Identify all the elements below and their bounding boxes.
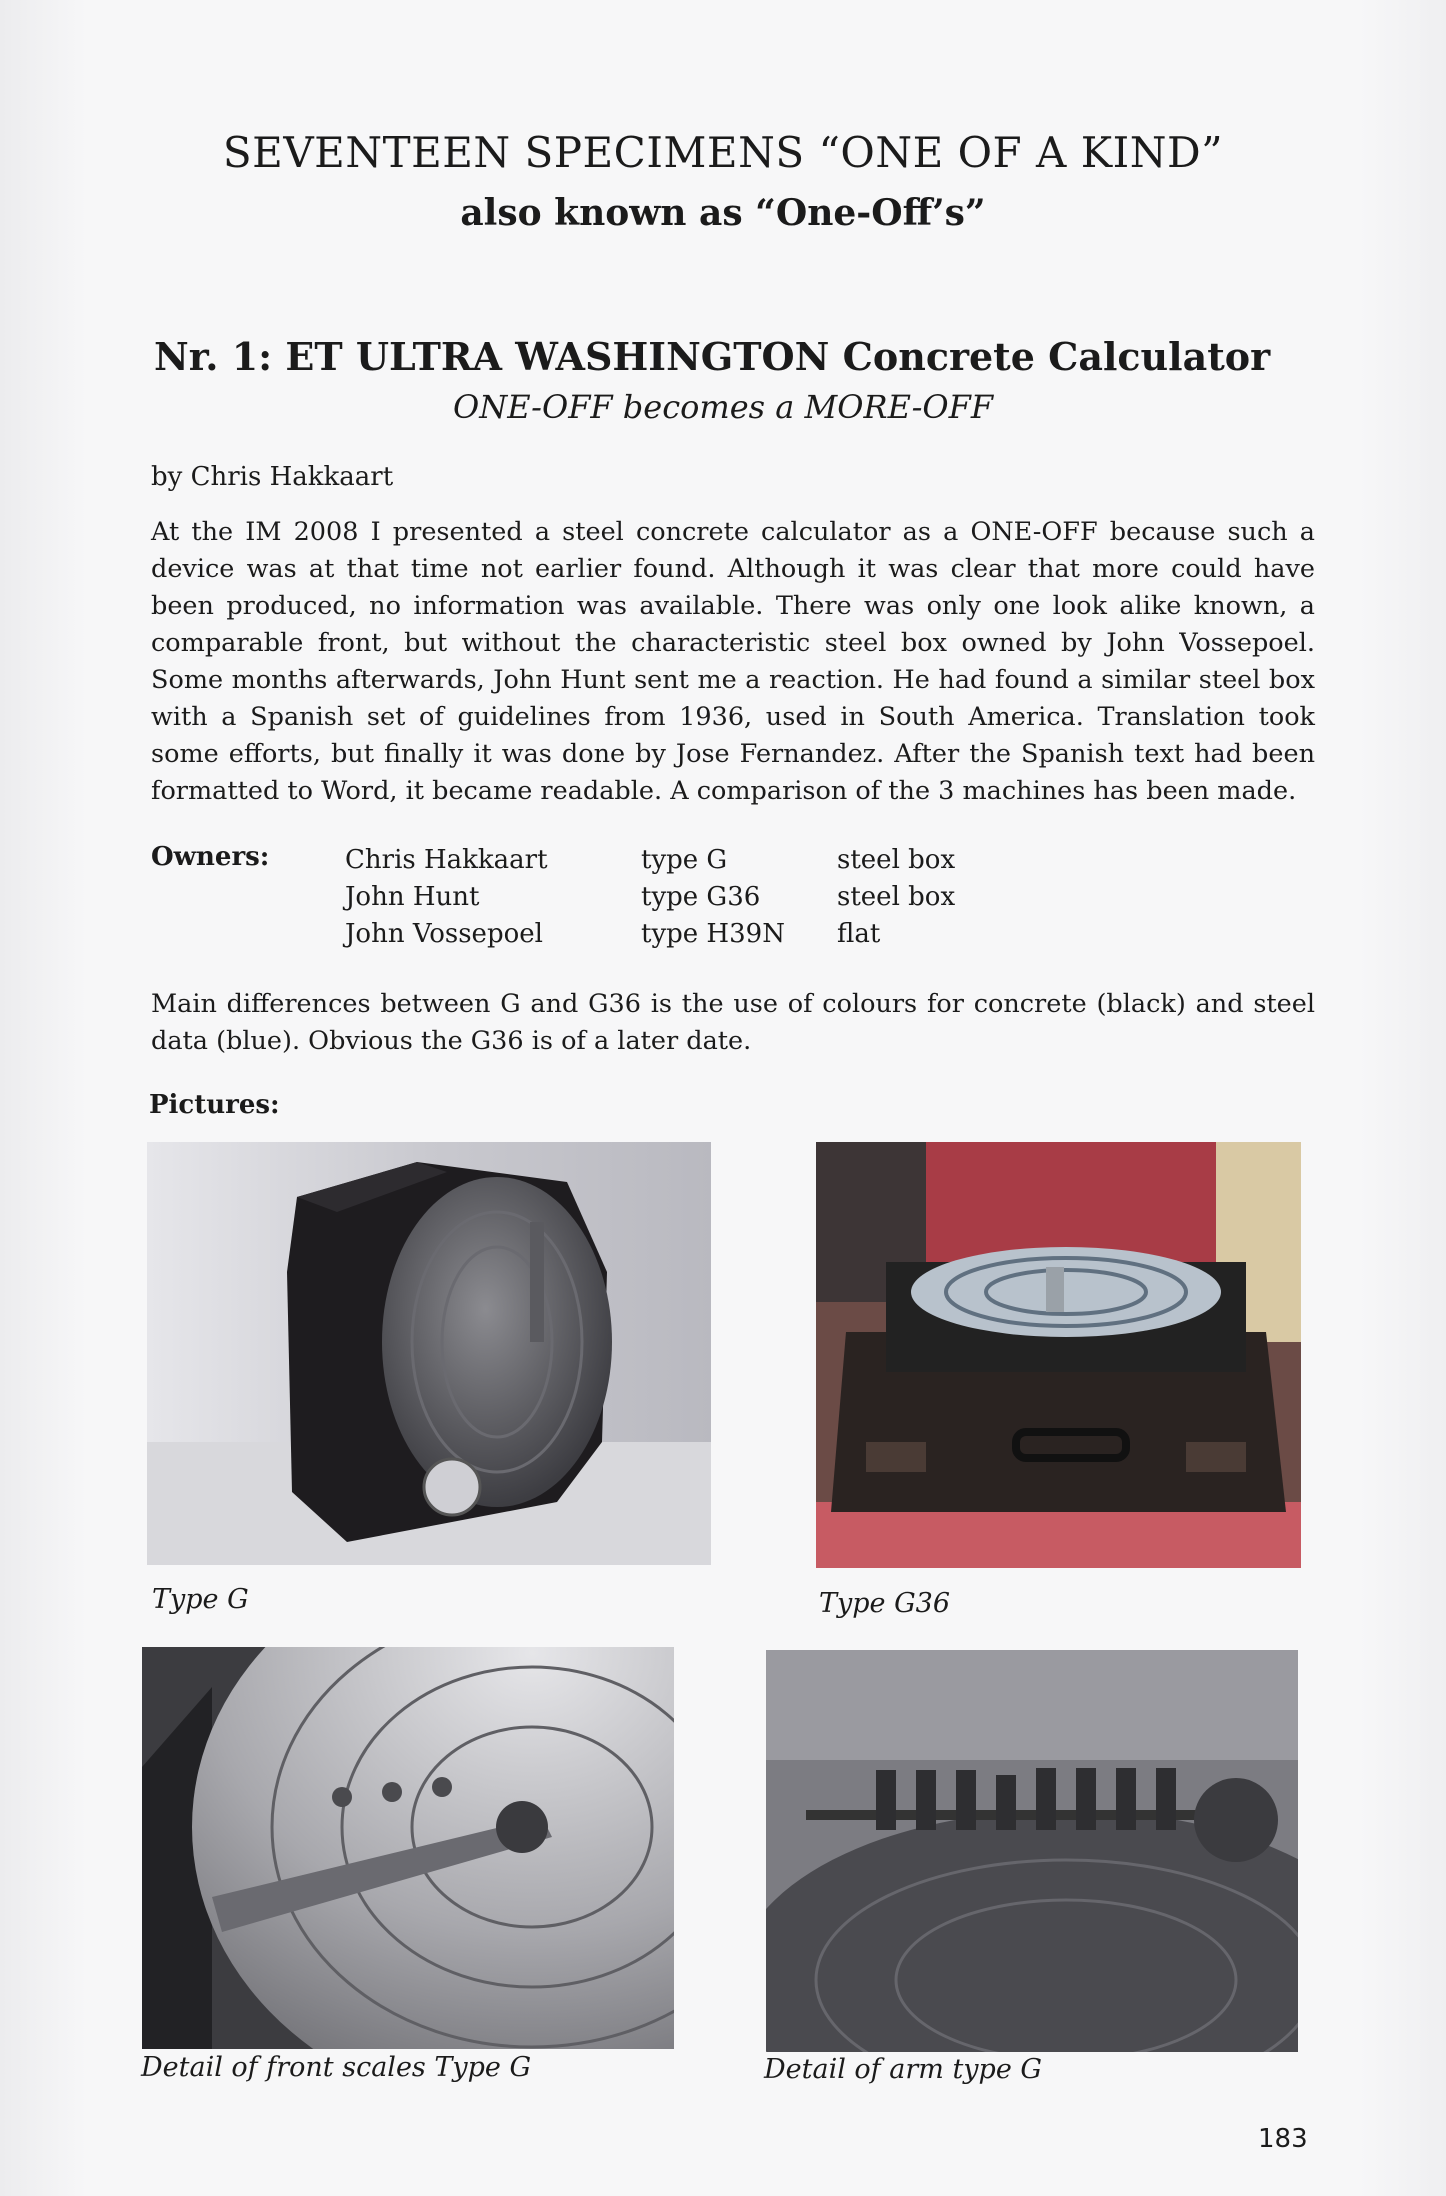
photo-type-g36	[816, 1142, 1301, 1568]
intro-paragraph: At the IM 2008 I presented a steel concrete calculator as a ONE-OFF because such a device was at that time not earlier found. Although it was clear that more could have been produced, no information was available. There was only one look alike known, a comparable front, but without the characteristic steel box owned by John Vossepoel. Some months afterwards, John Hunt sent me a reaction. He had found a similar steel box with a Spanish set of guidelines from 1936, used in South America. Translation took some efforts, but finally it was done by Jose Fernandez. After the Spanish text had been formatted to Word, it became readable. A comparison of the 3 machines has been made.	[151, 517, 1315, 806]
owner-type: type G36	[641, 882, 761, 912]
owners-label: Owners:	[151, 842, 270, 872]
page-title: SEVENTEEN SPECIMENS “ONE OF A KIND”	[222, 128, 1224, 177]
owner-name: John Hunt	[345, 882, 480, 912]
photo-arm-detail	[766, 1650, 1298, 2052]
owner-row	[345, 879, 1037, 916]
article-subtitle: ONE-OFF becomes a MORE-OFF	[452, 388, 994, 426]
owner-form: steel box	[837, 882, 956, 912]
owner-name: Chris Hakkaart	[345, 845, 548, 875]
owner-row	[345, 916, 1037, 953]
byline: by Chris Hakkaart	[151, 462, 394, 492]
photo-type-g	[147, 1142, 711, 1565]
owners-table	[345, 842, 1037, 953]
pictures-label: Pictures:	[149, 1090, 280, 1120]
page-number: 183	[1258, 2124, 1308, 2154]
owner-form: flat	[837, 919, 881, 949]
owner-row	[345, 842, 1037, 879]
photo-front-scales	[142, 1647, 674, 2049]
owner-form: steel box	[837, 845, 956, 875]
page-subtitle: also known as “One-Off’s”	[460, 192, 986, 234]
owner-name: John Vossepoel	[345, 919, 543, 949]
article-title: Nr. 1: ET ULTRA WASHINGTON Concrete Calculator	[154, 334, 1271, 379]
caption-photo4: Detail of arm type G	[764, 2054, 1042, 2085]
owner-type: type G	[641, 845, 728, 875]
owner-type: type H39N	[641, 919, 785, 949]
caption-photo1: Type G	[152, 1584, 249, 1615]
caption-photo2: Type G36	[819, 1588, 951, 1619]
caption-photo3: Detail of front scales Type G	[141, 2052, 532, 2083]
differences-paragraph: Main differences between G and G36 is the use of colours for concrete (black) and steel data (blue). Obvious the G36 is of a later date.	[151, 989, 1315, 1056]
